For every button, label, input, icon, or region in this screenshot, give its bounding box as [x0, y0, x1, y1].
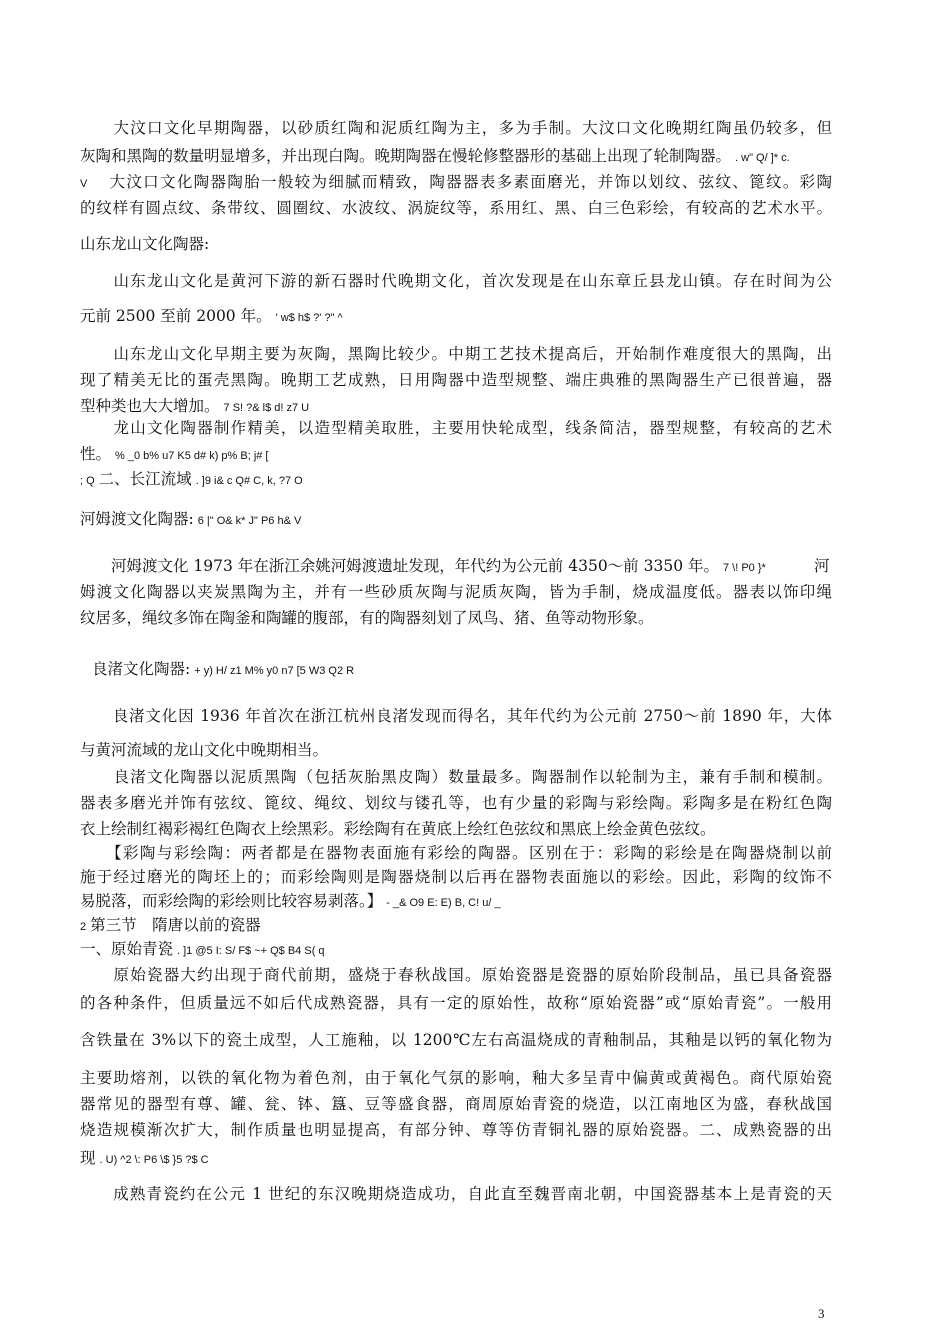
- line-text: 施于经过磨光的陶坯上的；而彩绘陶则是陶器烧制以后再在器物表面施以的彩绘。因此，彩陶的纹饰不: [80, 868, 832, 886]
- text-line: [80, 172, 832, 192]
- noise-suffix: . U) ^2 \: P6 \$ }5 ?$ C: [99, 1154, 209, 1166]
- line-text: 第三节 隋唐以前的瓷器: [90, 916, 261, 934]
- line-text: 衣上绘制红褐彩褐红色陶衣上绘黑彩。彩绘陶有在黄底上绘红色弦纹和黑底上绘金黄色弦纹。: [80, 820, 716, 838]
- text-line: [80, 556, 766, 578]
- line-text: 【彩陶与彩绘陶：两者都是在器物表面施有彩绘的陶器。区别在于：彩陶的彩绘是在陶器烧制以前: [80, 844, 832, 862]
- line-text: 主要助熔剂，以铁的氧化物为着色剂，由于氧化气氛的影响，釉大多呈青中偏黄或黄褐色。商代原始瓷: [80, 1069, 832, 1087]
- text-line: [80, 234, 209, 254]
- text-line: [80, 418, 832, 438]
- text-line: [80, 1120, 832, 1140]
- line-text: 河姆渡文化陶器:: [80, 510, 194, 528]
- noise-suffix: 7 \! P0 }*: [722, 562, 766, 574]
- line-text: 易脱落，而彩绘陶的彩绘则比较容易剥落。】: [80, 892, 383, 910]
- line-text: 良渚文化陶器:: [92, 660, 191, 678]
- line-text: 现了精美无比的蛋壳黑陶。晚期工艺成熟，日用陶器中造型规整、端庄典雅的黑陶器生产已很普遍，器: [80, 371, 832, 389]
- line-text: 山东龙山文化陶器:: [80, 235, 210, 253]
- noise-prefix: V: [80, 178, 88, 190]
- line-text: 烧造规模渐次扩大，制作质量也明显提高，有部分钟、尊等仿青铜礼器的原始瓷器。二、成熟瓷器的出: [80, 1121, 832, 1139]
- text-line: [80, 370, 832, 390]
- text-line: [80, 965, 832, 985]
- noise-suffix: . w" Q/ ]* c.: [735, 152, 790, 164]
- text-line: [80, 344, 832, 364]
- text-line: [80, 939, 325, 961]
- text-line: [80, 582, 832, 602]
- line-text: 纹居多，绳纹多饰在陶釜和陶罐的腹部，有的陶器刻划了凤鸟、猪、鱼等动物形象。: [80, 609, 654, 627]
- line-text: 灰陶和黑陶的数量明显增多，并出现白陶。晚期陶器在慢轮修整器形的基础上出现了轮制陶器。: [80, 147, 732, 165]
- text-line: [80, 509, 301, 531]
- text-line: [80, 271, 832, 291]
- line-text: 良渚文化陶器以泥质黑陶（包括灰胎黑皮陶）数量最多。陶器制作以轮制为主，兼有手制和模制。: [80, 768, 832, 786]
- page-number: 3: [818, 1306, 825, 1321]
- text-line: [80, 767, 832, 787]
- line-text: 与黄河流域的龙山文化中晚期相当。: [80, 741, 329, 759]
- line-text: 原始瓷器大约出现于商代前期，盛烧于春秋战国。原始瓷器是瓷器的原始阶段制品，虽已具备瓷器: [80, 966, 832, 984]
- text-line: [80, 891, 501, 913]
- noise-prefix: 2: [80, 921, 87, 933]
- line-text: 大汶口文化陶器陶胎一般较为细腻而精致，陶器器表多素面磨光，并饰以划纹、弦纹、篦纹。彩陶: [91, 173, 832, 191]
- noise-suffix: ' w$ h$ ?' ?" ^: [275, 312, 343, 324]
- text-line: [80, 819, 716, 839]
- line-text: 二、长江流域: [98, 470, 192, 488]
- line-tail-text: 河: [814, 557, 830, 575]
- noise-suffix: + y) H/ z1 M% y0 n7 [5 W3 Q2 R: [194, 665, 355, 677]
- line-text: 成熟青瓷约在公元 1 世纪的东汉晚期烧造成功，自此直至魏晋南北朝，中国瓷器基本上是青瓷的天: [80, 1185, 832, 1203]
- line-text: 元前 2500 至前 2000 年。: [80, 307, 272, 325]
- text-line: [80, 198, 832, 218]
- line-text: 含铁量在 3%以下的瓷土成型，人工施釉，以 1200℃左右高温烧成的青釉制品，其釉是以钙的氧化物为: [80, 1031, 832, 1049]
- text-line: [80, 1030, 832, 1050]
- text-line: [80, 740, 328, 760]
- line-text: 姆渡文化陶器以夹炭黑陶为主，并有一些砂质灰陶与泥质灰陶，皆为手制，烧成温度低。器表以饰印绳: [80, 583, 832, 601]
- noise-suffix: . ]1 @5 I: S/ F$ ~+ Q$ B4 S( q: [177, 945, 325, 957]
- line-text: 现: [80, 1149, 96, 1167]
- text-line: [80, 469, 303, 491]
- text-line: [80, 146, 790, 168]
- line-text: 河姆渡文化 1973 年在浙江余姚河姆渡遗址发现，年代约为公元前 4350～前 3350 年。: [80, 557, 719, 575]
- text-line: [80, 867, 832, 887]
- line-text: 的各种条件，但质量远不如后代成熟瓷器，具有一定的原始性，故称“原始瓷器”或“原始青瓷”。一般用: [80, 994, 832, 1012]
- line-text: 性。: [80, 445, 112, 463]
- text-line: [80, 306, 343, 328]
- noise-prefix: ; Q: [80, 475, 95, 487]
- line-text: 龙山文化陶器制作精美，以造型精美取胜，主要用快轮成型，线条简洁，器型规整，有较高的艺术: [80, 419, 832, 437]
- noise-suffix: 6 |" O& k* J" P6 h& V: [197, 515, 302, 527]
- text-line: [80, 444, 269, 466]
- noise-suffix: - _& O9 E: E) B, C! u/ _: [386, 897, 501, 909]
- noise-suffix: 7 S! ?& l$ d! z7 U: [223, 402, 310, 414]
- line-text: 良渚文化因 1936 年首次在浙江杭州良渚发现而得名，其年代约为公元前 2750～前 1890 年，大体: [80, 707, 832, 725]
- text-line: [80, 1184, 832, 1204]
- line-text: 型种类也大大增加。: [80, 397, 220, 415]
- noise-suffix: % _0 b% u7 K5 d# k) p% B; j# [: [115, 450, 269, 462]
- text-line: [80, 608, 654, 628]
- text-line: [80, 706, 832, 726]
- text-line: [80, 396, 309, 418]
- text-line: [80, 1094, 832, 1114]
- line-text: 大汶口文化早期陶器，以砂质红陶和泥质红陶为主，多为手制。大汶口文化晚期红陶虽仍较多，但: [80, 119, 832, 137]
- line-text: 山东龙山文化是黄河下游的新石器时代晚期文化，首次发现是在山东章丘县龙山镇。存在时间为公: [80, 272, 832, 290]
- text-line: [80, 118, 832, 138]
- text-line: [80, 1148, 209, 1170]
- text-line: [80, 843, 832, 863]
- text-line: [80, 793, 832, 813]
- text-line: [80, 993, 832, 1013]
- line-text: 器表多磨光并饰有弦纹、篦纹、绳纹、划纹与镂孔等，也有少量的彩陶与彩绘陶。彩陶多是在粉红色陶: [80, 794, 832, 812]
- text-line: [80, 915, 261, 937]
- text-line: [80, 1068, 832, 1088]
- line-text: 的纹样有圆点纹、条带纹、圆圈纹、水波纹、涡旋纹等，系用红、黑、白三色彩绘，有较高的艺术水平。: [80, 199, 832, 217]
- line-text: 山东龙山文化早期主要为灰陶，黑陶比较少。中期工艺技术提高后，开始制作难度很大的黑陶，出: [80, 345, 832, 363]
- line-text: 器常见的器型有尊、罐、瓮、钵、簋、豆等盛食器，商周原始青瓷的烧造，以江南地区为盛，春秋战国: [80, 1095, 832, 1113]
- noise-suffix: . ]9 i& c Q# C, k, ?7 O: [195, 475, 303, 487]
- text-line: [92, 659, 354, 681]
- line-text: 一、原始青瓷: [80, 940, 174, 958]
